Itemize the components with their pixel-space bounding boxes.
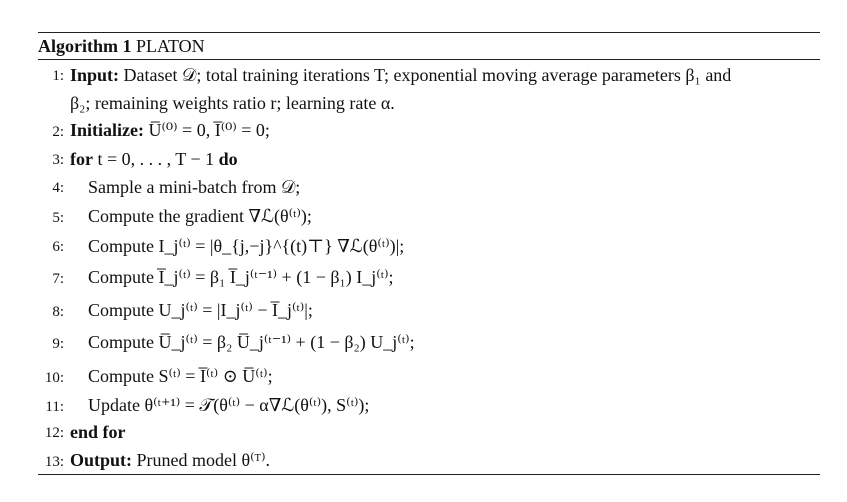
line-text: Compute I_j⁽ᵗ⁾ = |θ_{j,−j}^{(t)⊤} ∇ℒ(θ⁽ᵗ⁾)|; xyxy=(88,236,405,256)
line-keyword: for xyxy=(70,149,93,169)
algorithm-name: PLATON xyxy=(136,36,205,56)
line-text: Update θ⁽ᵗ⁺¹⁾ = 𝒯(θ⁽ᵗ⁾ − α∇ℒ(θ⁽ᵗ⁾), S⁽ᵗ⁾); xyxy=(88,395,370,415)
algo-line-12 xyxy=(70,422,126,442)
line-text: Sample a mini-batch from 𝒟; xyxy=(88,177,301,197)
line-number: 6: xyxy=(52,239,64,255)
algo-line-2 xyxy=(70,120,270,140)
line-number: 7: xyxy=(52,271,64,287)
rule-bottom xyxy=(38,474,820,475)
line-keyword: end for xyxy=(70,422,126,442)
algo-line-1 xyxy=(70,65,731,85)
line-keyword: Initialize: xyxy=(70,120,144,140)
line-text: Pruned model θ⁽ᵀ⁾. xyxy=(136,450,270,470)
line-keyword-do: do xyxy=(218,149,238,169)
line-number: 9: xyxy=(52,336,64,352)
algo-line-8 xyxy=(88,300,313,320)
algo-line-6 xyxy=(88,236,404,256)
algo-line-3 xyxy=(70,149,238,169)
line-text: Compute U̅_j⁽ᵗ⁾ = β₂ U̅_j⁽ᵗ⁻¹⁾ + (1 − β₂) U_j⁽ᵗ⁾; xyxy=(88,332,415,352)
line-number: 5: xyxy=(52,210,64,226)
line-text: Dataset 𝒟; total training iterations T; exponential moving average parameters β₁ and xyxy=(123,65,732,85)
rule-top xyxy=(38,32,820,33)
algo-line-1-cont xyxy=(70,93,395,113)
algo-line-9 xyxy=(88,332,415,352)
algo-line-13 xyxy=(70,450,270,470)
algo-line-4 xyxy=(88,177,300,197)
line-text: Compute U_j⁽ᵗ⁾ = |I_j⁽ᵗ⁾ − I̅_j⁽ᵗ⁾|; xyxy=(88,300,313,320)
algo-line-5 xyxy=(88,206,312,226)
line-text: t = 0, . . . , T − 1 xyxy=(97,149,215,169)
line-text: β₂; remaining weights ratio r; learning rate α. xyxy=(70,93,395,113)
algorithm-header-label: Algorithm 1 xyxy=(38,36,132,56)
rule-mid xyxy=(38,59,820,60)
algorithm-title xyxy=(38,36,205,57)
line-keyword: Output: xyxy=(70,450,133,470)
line-number: 3: xyxy=(52,152,64,168)
line-number: 8: xyxy=(52,304,64,320)
algo-line-10 xyxy=(88,366,273,386)
line-number: 13: xyxy=(44,454,64,470)
algo-line-7 xyxy=(88,267,394,287)
line-number: 10: xyxy=(44,370,64,386)
line-keyword: Input: xyxy=(70,65,120,85)
line-number: 2: xyxy=(52,124,64,140)
line-number: 11: xyxy=(45,399,64,415)
line-number: 1: xyxy=(52,68,64,84)
line-number: 12: xyxy=(44,425,64,441)
line-text: Compute I̅_j⁽ᵗ⁾ = β₁ I̅_j⁽ᵗ⁻¹⁾ + (1 − β₁) I_j⁽ᵗ⁾; xyxy=(88,267,394,287)
line-text: Compute S⁽ᵗ⁾ = I̅⁽ᵗ⁾ ⊙ U̅⁽ᵗ⁾; xyxy=(88,366,273,386)
line-text: Compute the gradient ∇ℒ(θ⁽ᵗ⁾); xyxy=(88,206,312,226)
line-text: U̅⁽⁰⁾ = 0, I̅⁽⁰⁾ = 0; xyxy=(148,120,270,140)
algo-line-11 xyxy=(88,395,369,415)
line-number: 4: xyxy=(52,180,64,196)
